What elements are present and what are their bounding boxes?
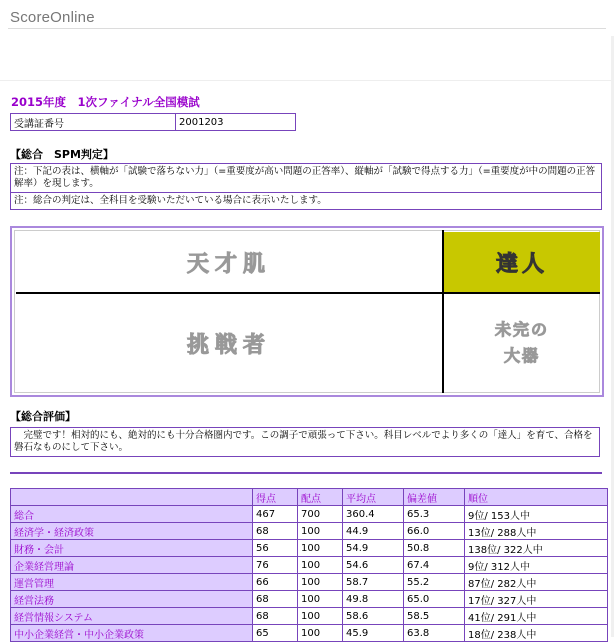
deviation-cell: 58.5 [404, 608, 465, 625]
subject-link[interactable]: 総合 [11, 506, 253, 523]
table-row [11, 625, 608, 642]
spm-notes [10, 163, 602, 210]
score-cell: 76 [253, 557, 298, 574]
table-row [11, 591, 608, 608]
average-cell: 54.9 [343, 540, 404, 557]
subject-link[interactable]: 経営情報システム [11, 608, 253, 625]
rank-cell: 17位/ 327人中 [465, 591, 608, 608]
max-cell: 700 [298, 506, 343, 523]
deviation-cell: 50.8 [404, 540, 465, 557]
subject-link[interactable]: 経済学・経済政策 [11, 523, 253, 540]
rank-cell: 9位/ 153人中 [465, 506, 608, 523]
subject-link[interactable]: 経営法務 [11, 591, 253, 608]
rank-cell: 13位/ 288人中 [465, 523, 608, 540]
spm-vertical-axis [442, 230, 444, 393]
id-table [10, 113, 296, 131]
table-row [11, 540, 608, 557]
score-cell: 68 [253, 523, 298, 540]
col-score: 得点 [253, 489, 298, 506]
table-row [11, 557, 608, 574]
spm-horizontal-axis [16, 292, 600, 294]
deviation-cell: 65.3 [404, 506, 465, 523]
table-row [11, 608, 608, 625]
subject-link[interactable]: 企業経営理論 [11, 557, 253, 574]
spm-matrix [10, 226, 604, 397]
score-cell: 68 [253, 608, 298, 625]
table-row [11, 574, 608, 591]
scores-header-row [11, 489, 608, 506]
col-subject [11, 489, 253, 506]
max-cell: 100 [298, 540, 343, 557]
site-logo[interactable]: ScoreOnline [10, 9, 95, 26]
deviation-cell: 63.8 [404, 625, 465, 642]
top-bar [0, 0, 614, 30]
exam-title: 2015年度 1次ファイナル全国模試 [11, 95, 200, 109]
section-divider [10, 472, 602, 474]
spm-cell-master: 達人 [444, 232, 600, 292]
max-cell: 100 [298, 557, 343, 574]
average-cell: 360.4 [343, 506, 404, 523]
id-value: 2001203 [176, 114, 296, 131]
spm-cell-challenger: 挑戦者 [186, 332, 271, 358]
col-average: 平均点 [343, 489, 404, 506]
deviation-cell: 67.4 [404, 557, 465, 574]
max-cell: 100 [298, 625, 343, 642]
average-cell: 44.9 [343, 523, 404, 540]
score-cell: 56 [253, 540, 298, 557]
score-cell: 66 [253, 574, 298, 591]
max-cell: 100 [298, 591, 343, 608]
col-rank: 順位 [465, 489, 608, 506]
col-deviation: 偏差値 [404, 489, 465, 506]
spm-note-2: 注：総合の判定は、全科目を受験いただいている場合に表示いたします。 [11, 193, 602, 210]
header-divider-2 [0, 80, 614, 81]
deviation-cell: 55.2 [404, 574, 465, 591]
evaluation-text: 完璧です！相対的にも、絶対的にも十分合格圏内です。この調子で頑張って下さい。科目レベルでより多くの「達人」を育て、合格を磐石なものにして下さい。 [10, 427, 600, 457]
spm-note-1: 注：下記の表は、横軸が「試験で落ちない力」（=重要度が高い問題の正答率）、縦軸が「試験で得点する力」（=重要度が中の問題の正答解率）を現します。 [11, 164, 602, 193]
rank-cell: 138位/ 322人中 [465, 540, 608, 557]
average-cell: 58.6 [343, 608, 404, 625]
spm-cell-genius: 天才肌 [186, 251, 271, 277]
max-cell: 100 [298, 523, 343, 540]
rank-cell: 41位/ 291人中 [465, 608, 608, 625]
deviation-cell: 65.0 [404, 591, 465, 608]
header-divider [8, 28, 606, 29]
table-row [11, 523, 608, 540]
rank-cell: 9位/ 312人中 [465, 557, 608, 574]
spm-cell-potential: 未完の 大器 [494, 320, 549, 365]
rank-cell: 18位/ 238人中 [465, 625, 608, 642]
max-cell: 100 [298, 608, 343, 625]
subject-link[interactable]: 財務・会計 [11, 540, 253, 557]
evaluation-heading: 【総合評価】 [10, 410, 76, 423]
scores-table [10, 488, 608, 642]
id-label: 受講証番号 [11, 114, 176, 131]
average-cell: 54.6 [343, 557, 404, 574]
score-cell: 68 [253, 591, 298, 608]
subject-link[interactable]: 運営管理 [11, 574, 253, 591]
average-cell: 58.7 [343, 574, 404, 591]
spm-heading: 【総合 SPM判定】 [10, 148, 114, 161]
deviation-cell: 66.0 [404, 523, 465, 540]
table-row [11, 506, 608, 523]
score-cell: 467 [253, 506, 298, 523]
average-cell: 49.8 [343, 591, 404, 608]
col-max: 配点 [298, 489, 343, 506]
score-cell: 65 [253, 625, 298, 642]
average-cell: 45.9 [343, 625, 404, 642]
max-cell: 100 [298, 574, 343, 591]
subject-link[interactable]: 中小企業経営・中小企業政策 [11, 625, 253, 642]
rank-cell: 87位/ 282人中 [465, 574, 608, 591]
